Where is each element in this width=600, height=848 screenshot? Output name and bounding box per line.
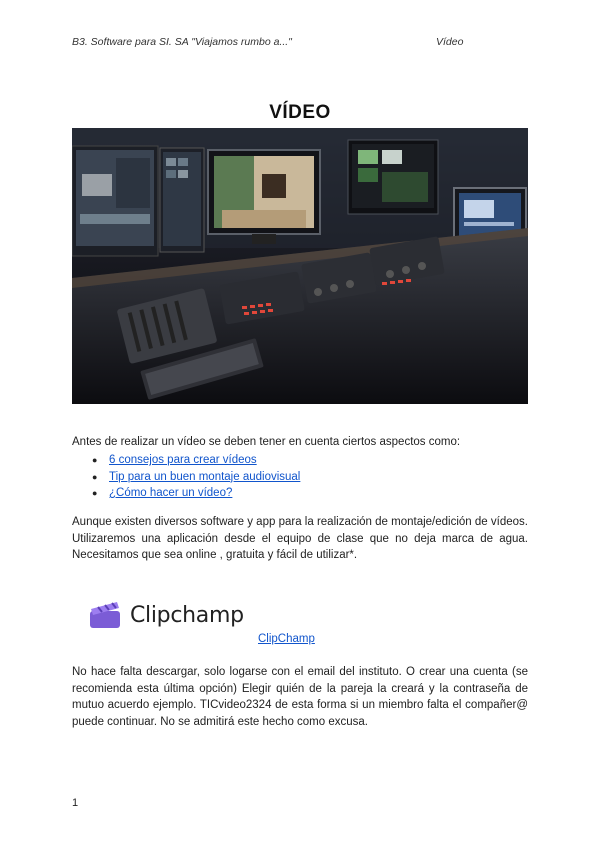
list-item	[92, 485, 300, 502]
list-item	[92, 469, 300, 486]
editing-studio-illustration	[72, 128, 528, 404]
clipchamp-logo	[88, 598, 244, 632]
clipchamp-logo-icon	[88, 600, 122, 630]
link-como-hacer-video[interactable]: ¿Cómo hacer un vídeo?	[109, 487, 233, 499]
software-paragraph: Aunque existen diversos software y app para la realización de montaje/edición de vídeos. Utilizaremos una aplicación desde el equipo de clase que no deja marca de agua. Necesitamos que sea online , gratuita y fácil de utilizar*.	[72, 516, 528, 561]
resource-link-list	[92, 452, 300, 502]
page-number: 1	[72, 797, 79, 809]
clipchamp-logo-text: Clipchamp	[130, 602, 244, 628]
header-right: Vídeo	[436, 36, 464, 48]
link-6-consejos[interactable]: 6 consejos para crear vídeos	[109, 454, 257, 466]
instructions-paragraph: No hace falta descargar, solo logarse con el email del instituto. O crear una cuenta (se recomienda esta última opción) Elegir quién de la pareja la creará y la contraseña de mutuo acuerdo ejemplo. TICvideo2324 de esta forma si un miembro falta el compañer@ puede continuar. No se admitirá este hecho como excusa.	[72, 666, 528, 728]
bullet-icon: ●	[92, 471, 98, 482]
page-title: VÍDEO	[269, 102, 331, 123]
bullet-icon: ●	[92, 488, 98, 498]
intro-text: Antes de realizar un vídeo se deben tener en cuenta ciertos aspectos como:	[72, 436, 461, 448]
list-item	[92, 452, 300, 469]
bullet-icon: ●	[92, 455, 98, 465]
editing-studio-photo	[72, 128, 528, 404]
link-tip-montaje[interactable]: Tip para un buen montaje audiovisual	[109, 470, 301, 483]
clipchamp-link[interactable]: ClipChamp	[258, 633, 315, 645]
header-left: B3. Software para SI. SA "Viajamos rumbo a..."	[72, 36, 292, 48]
